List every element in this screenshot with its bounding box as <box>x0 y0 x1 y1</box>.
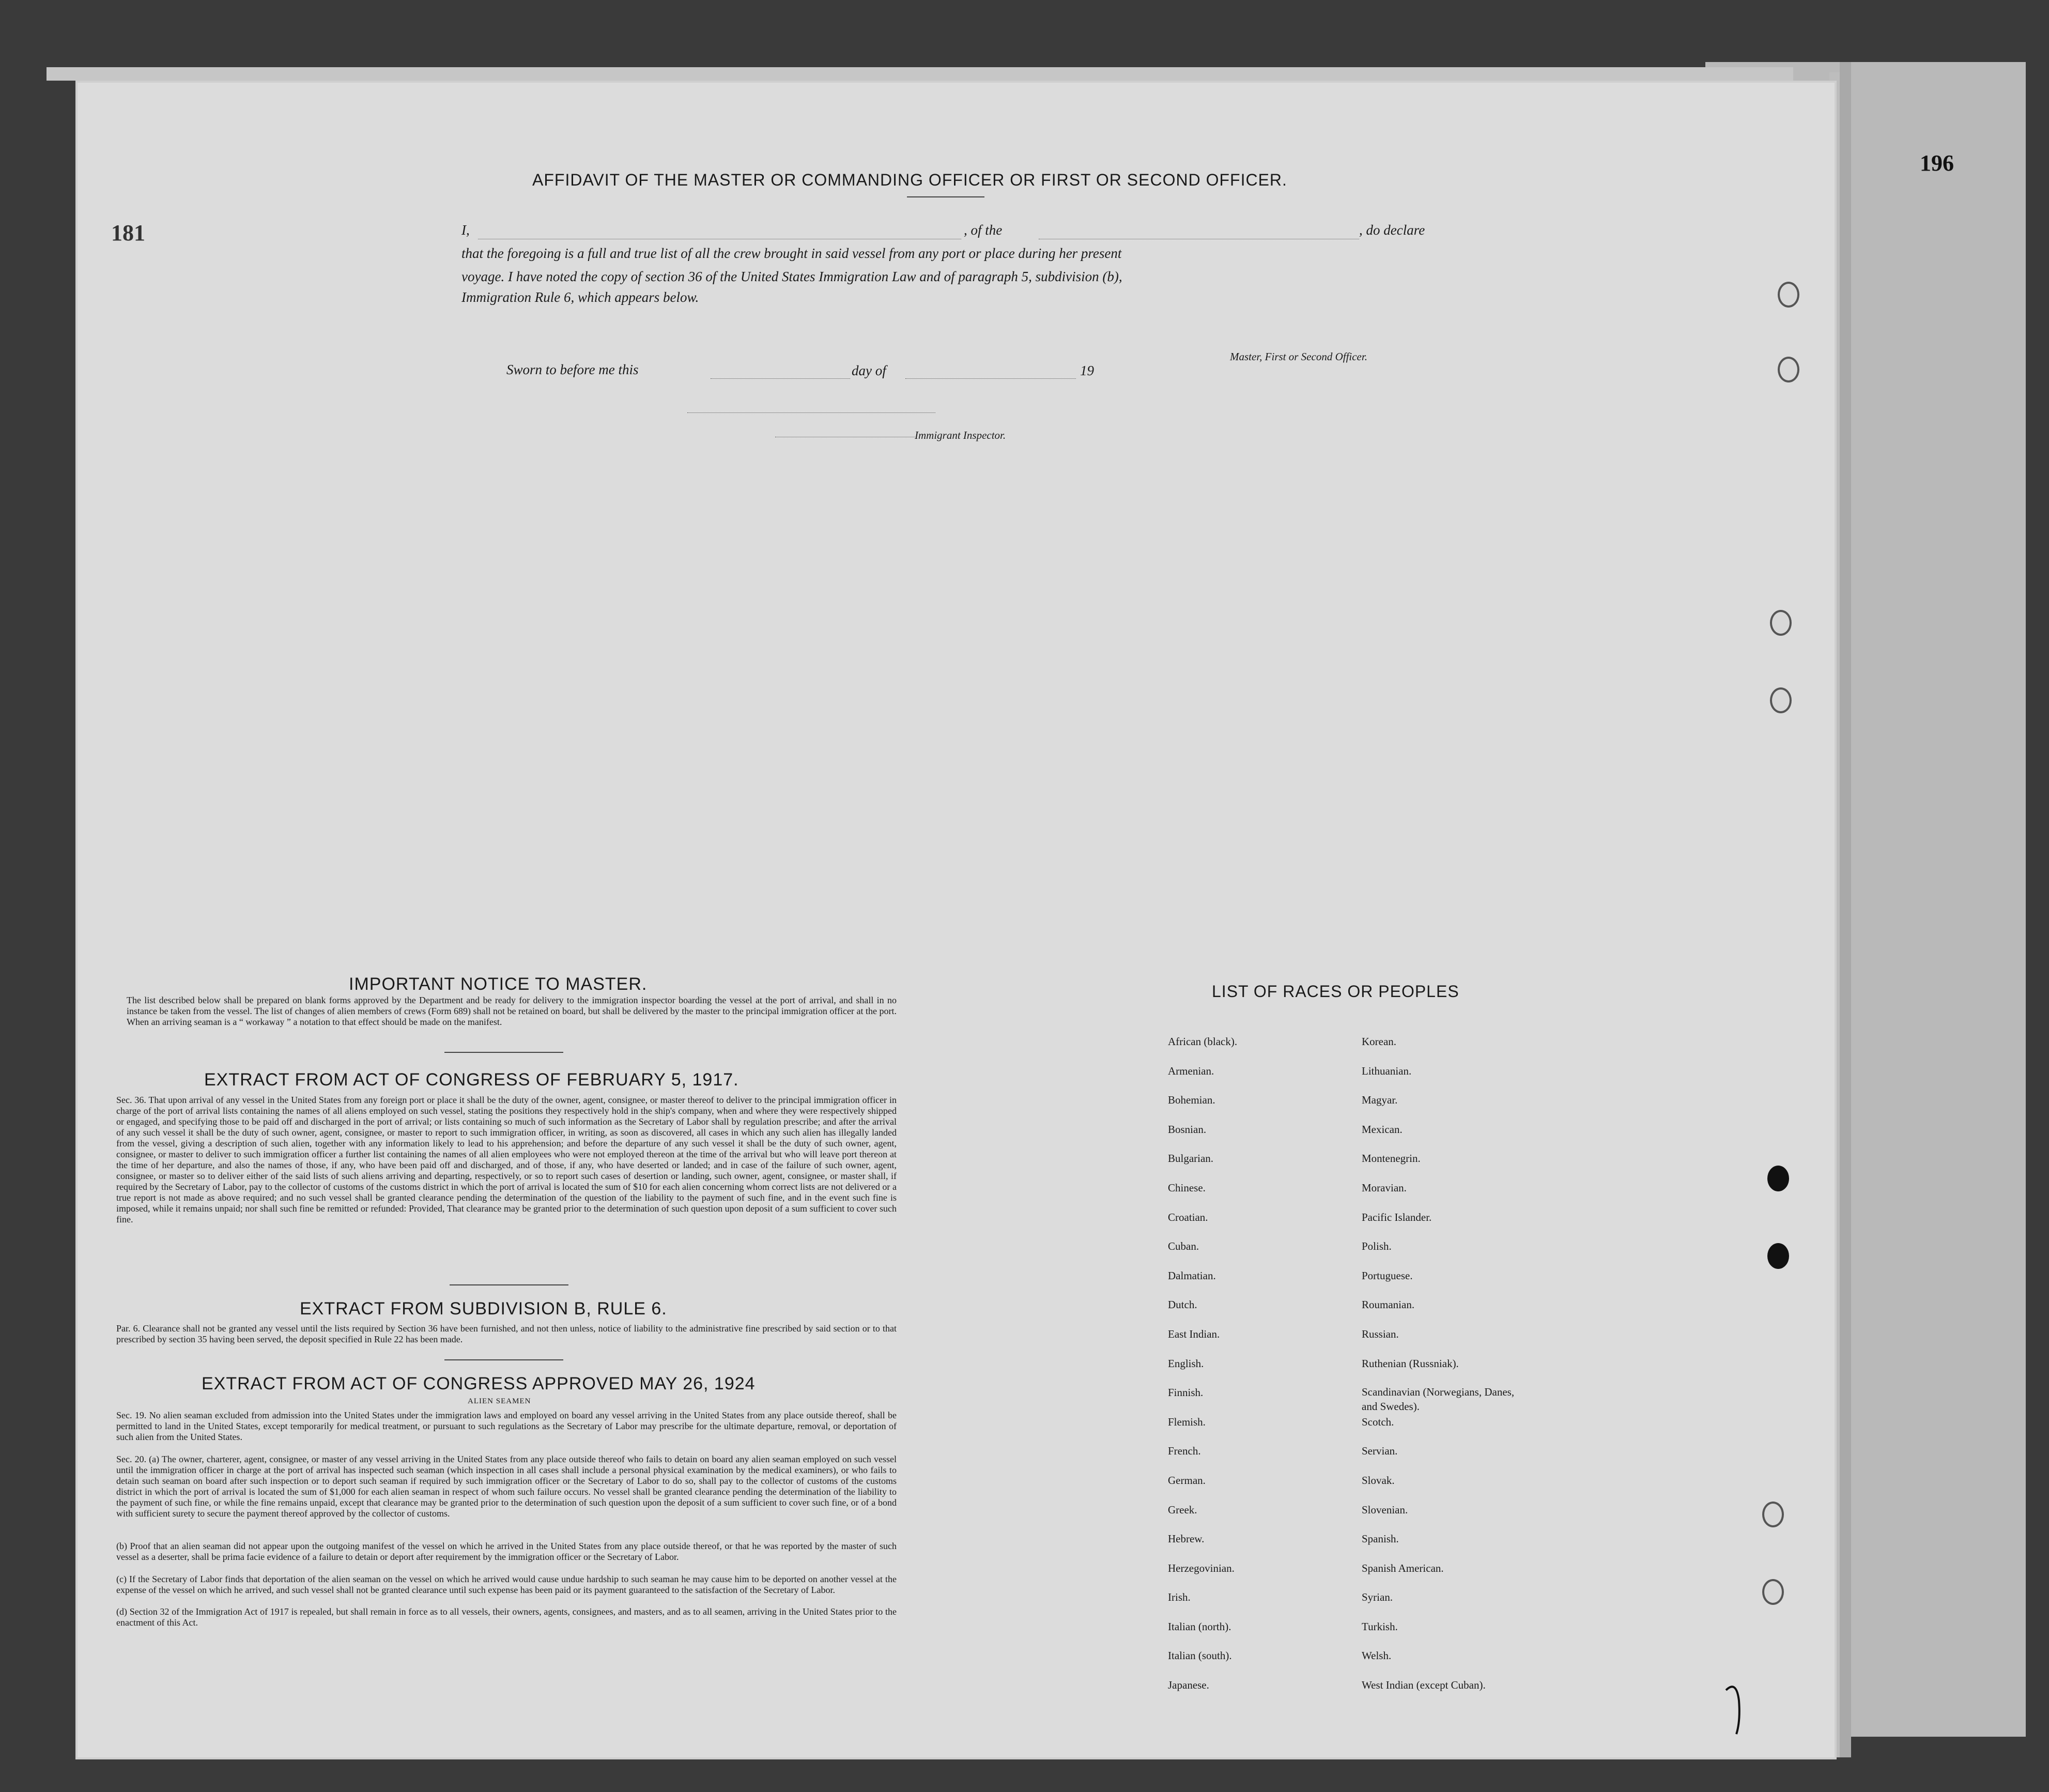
divider <box>450 1284 568 1285</box>
extract-rule6-text: Par. 6. Clearance shall not be granted any vessel until the lists required by Section 36 have been furnished, and not then unless, notice of liability to the administrative fine prescribed by said section or to that prescribed by section 35 having been served, the deposit specified in Rule 22 has been made. <box>116 1323 897 1344</box>
race-item: Hebrew. <box>1168 1533 1205 1545</box>
race-item: Moravian. <box>1362 1181 1407 1194</box>
divider <box>907 196 984 197</box>
race-item: Italian (south). <box>1168 1649 1232 1662</box>
affidavit-declare: , do declare <box>1359 222 1425 238</box>
race-item: Pacific Islander. <box>1362 1211 1432 1223</box>
affidavit-line-2: that the foregoing is a full and true list of all the crew brought in said vessel from any port or place during her present <box>461 246 1122 261</box>
race-item: Bosnian. <box>1168 1123 1207 1136</box>
day-line <box>711 378 850 379</box>
race-item: German. <box>1168 1474 1206 1487</box>
race-item: Roumanian. <box>1362 1298 1415 1311</box>
punch-hole <box>1762 1502 1784 1527</box>
divider <box>444 1359 563 1360</box>
notice-text: The list described below shall be prepared on blank forms approved by the Department and be ready for delivery to the immigration inspector boarding the vessel at the port of arrival, and shall in no instance be taken from the vessel. The list of changes of alien members of crews (Form 689) shall not be retained on board, but shall be delivered by the master to the principal immigration officer at the port. When an arriving seaman is a “ workaway ” a notation to that effect should be made on the manifest. <box>127 995 897 1027</box>
race-item: Bohemian. <box>1168 1094 1215 1107</box>
race-item: Russian. <box>1362 1327 1399 1340</box>
race-item: East Indian. <box>1168 1327 1220 1340</box>
race-item: Dalmatian. <box>1168 1269 1216 1282</box>
race-item: Cuban. <box>1168 1240 1199 1253</box>
race-item: English. <box>1168 1357 1204 1370</box>
race-item: Japanese. <box>1168 1679 1209 1692</box>
affidavit-of-the: , of the <box>964 222 1003 238</box>
year-prefix: 19 <box>1080 363 1094 378</box>
punch-hole <box>1778 282 1799 308</box>
race-item: Slovenian. <box>1362 1503 1408 1516</box>
race-item: Greek. <box>1168 1503 1197 1516</box>
signature-caption: Master, First or Second Officer. <box>1230 350 1367 363</box>
punch-hole <box>1770 610 1792 636</box>
race-item: Ruthenian (Russniak). <box>1362 1357 1459 1370</box>
punch-hole <box>1762 1579 1784 1605</box>
page-edge <box>47 67 1793 81</box>
affidavit-line-3: voyage. I have noted the copy of section 36 of the United States Immigration Law and of paragraph 5, subdivision (b), <box>461 269 1122 284</box>
notice-title: IMPORTANT NOTICE TO MASTER. <box>349 974 648 994</box>
affidavit-title: AFFIDAVIT OF THE MASTER OR COMMANDING OFFICER OR FIRST OR SECOND OFFICER. <box>532 171 1287 189</box>
race-item: Bulgarian. <box>1168 1152 1214 1165</box>
race-item: Chinese. <box>1168 1181 1206 1194</box>
extract-1924-title: EXTRACT FROM ACT OF CONGRESS APPROVED MAY 26, 1924 <box>202 1374 756 1393</box>
race-item: Armenian. <box>1168 1064 1214 1077</box>
side-number: 181 <box>111 220 145 246</box>
race-item: Herzegovinian. <box>1168 1561 1235 1574</box>
race-item: Servian. <box>1362 1445 1398 1458</box>
affidavit-line-4: Immigration Rule 6, which appears below. <box>461 289 699 305</box>
race-item: Scotch. <box>1362 1415 1394 1428</box>
punch-hole <box>1770 687 1792 713</box>
race-item: African (black). <box>1168 1035 1238 1048</box>
sworn-text: Sworn to before me this <box>506 362 639 377</box>
race-item: Lithuanian. <box>1362 1064 1412 1077</box>
race-item: Dutch. <box>1168 1298 1197 1311</box>
extract-rule6-title: EXTRACT FROM SUBDIVISION B, RULE 6. <box>300 1299 667 1319</box>
extract-1924-p5: (d) Section 32 of the Immigration Act of 1917 is repealed, but shall remain in force as to all vessels, their owners, agents, consignees, and masters, and as to all seamen, arriving in the United States prior to the enactment of this Act. <box>116 1606 897 1628</box>
races-right-column <box>1362 1034 1532 1707</box>
signature-line <box>687 412 935 413</box>
race-item: Welsh. <box>1362 1649 1392 1662</box>
races-left-column <box>1168 1034 1237 1707</box>
race-item: Flemish. <box>1168 1415 1206 1428</box>
month-line <box>905 378 1076 379</box>
races-title: LIST OF RACES OR PEOPLES <box>1212 982 1459 1001</box>
punch-hole <box>1767 1166 1789 1191</box>
race-item: Finnish. <box>1168 1386 1204 1399</box>
race-item: Irish. <box>1168 1591 1191 1604</box>
race-item: Turkish. <box>1362 1620 1398 1633</box>
extract-1924-p3: (b) Proof that an alien seaman did not appear upon the outgoing manifest of the vessel on which he arrived in the United States from any place outside thereof, or that he was reported by the master of such vessel as a deserter, shall be prima facie evidence of a failure to detain or deport after requirement by the immigration officer or the Secretary of Labor. <box>116 1541 897 1562</box>
race-item: Mexican. <box>1362 1123 1403 1136</box>
race-item: Syrian. <box>1362 1591 1393 1604</box>
extract-1917-title: EXTRACT FROM ACT OF CONGRESS OF FEBRUARY 5, 1917. <box>204 1070 739 1090</box>
race-item: Korean. <box>1362 1035 1397 1048</box>
race-item: Slovak. <box>1362 1474 1395 1487</box>
day-of: day of <box>852 363 886 378</box>
extract-1924-p1: Sec. 19. No alien seaman excluded from admission into the United States under the immigration laws and employed on board any vessel arriving in the United States from any place outside thereof, shall be permitted to land in the United States, except temporarily for medical treatment, or pursuant to such regulations as the Secretary of Labor may prescribe for the ultimate departure, removal, or deportation of such alien from the United States. <box>116 1410 897 1442</box>
punch-hole <box>1778 357 1799 382</box>
race-item: Montenegrin. <box>1362 1152 1421 1165</box>
race-item: Polish. <box>1362 1240 1392 1253</box>
race-item: West Indian (except Cuban). <box>1362 1679 1486 1692</box>
race-item: French. <box>1168 1445 1201 1458</box>
page-edge <box>1840 62 1851 1757</box>
race-item: Magyar. <box>1362 1094 1398 1107</box>
punch-hole <box>1767 1243 1789 1269</box>
extract-1924-p2: Sec. 20. (a) The owner, charterer, agent, consignee, or master of any vessel arriving in the United States from any place outside thereof who fails to detain on board any alien seaman employed on such vessel until the immigration officer in charge at the port of arrival has inspected such seaman (which inspection in all cases shall include a personal physical examination by the medical examiners), or who fails to detain such seaman on board after such inspection or to deport such seaman if required by such immigration officer or the Secretary of Labor to do so, shall pay to the collector of customs of the customs district in which the port of arrival is located the sum of $1,000 for each alien seaman in respect of whom such failure occurs. No vessel shall be granted clearance pending the determination of the liability to the payment of such fine, or while the fine remains unpaid, except that clearance may be granted prior to the determination of such question upon the deposit of a sum sufficient to cover such fine, or of a bond with sufficient surety to secure the payment thereof approved by the collector of customs. <box>116 1454 897 1519</box>
pen-mark <box>1721 1670 1752 1737</box>
extract-1917-text: Sec. 36. That upon arrival of any vessel in the United States from any foreign port or place it shall be the duty of the owner, agent, consignee, or master thereof to deliver to the principal immigration officer in charge of the port of arrival lists containing the names of all aliens employed on such vessel, stating the positions they respectively hold in the ship's company, when and where they were respectively shipped or engaged, and specifying those to be paid off and discharged in the port of arrival; or lists containing so much of such information as the Secretary of Labor shall by regulation prescribe; and after the arrival of any such vessel it shall be the duty of such owner, agent, consignee, or master to report to such immigration officer, in writing, as soon as discovered, all cases in which any such alien has illegally landed from the vessel, giving a description of such alien, together with any information likely to lead to his apprehension; and before the departure of any such vessel it shall be the duty of such owner, agent, consignee, or master to deliver to such immigration officer a further list containing the names of all alien employees who were not employed thereon at the time of the arrival but who will leave port thereon at the time of her departure, and also the names of those, if any, who have been paid off and discharged, and of those, if any, who have deserted or landed; and in case of the failure of such owner, agent, consignee, or master so to deliver either of the said lists of such aliens arriving and departing, respectively, or so to report such cases of desertion or landing, such owner, agent, consignee, or master shall, if required by the Secretary of Labor, pay to the collector of customs of the customs district in which the port of arrival is located the sum of $10 for each alien concerning whom correct lists are not delivered or a true report is not made as above required; and no such vessel shall be granted clearance pending the determination of the question of the liability to the payment of such fine, and in the event such fine is imposed, while it remains unpaid; nor shall such fine be remitted or refunded: Provided, That clearance may be granted prior to the determination of such question upon deposit of a sum sufficient to cover such fine. <box>116 1095 897 1224</box>
inspector-caption: Immigrant Inspector. <box>915 429 1006 441</box>
race-item: Portuguese. <box>1362 1269 1413 1282</box>
race-item: Italian (north). <box>1168 1620 1231 1633</box>
extract-1924-p4: (c) If the Secretary of Labor finds that deportation of the alien seaman on the vessel on which he arrived would cause undue hardship to such seaman he may cause him to be deported on another vessel at the expense of the vessel on which he arrived, and such vessel shall not be granted clearance until such expense has been paid or its payment guaranteed to the satisfaction of the Secretary of Labor. <box>116 1574 897 1595</box>
race-item: Scandinavian (Norwegians, Danes, and Swedes). <box>1362 1386 1515 1413</box>
extract-1924-subtitle: ALIEN SEAMEN <box>468 1397 531 1405</box>
affidavit-i: I, <box>461 222 470 238</box>
race-item: Spanish American. <box>1362 1561 1444 1574</box>
race-item: Croatian. <box>1168 1211 1208 1223</box>
divider <box>444 1052 563 1053</box>
page-number: 196 <box>1920 150 1954 176</box>
race-item: Spanish. <box>1362 1533 1399 1545</box>
